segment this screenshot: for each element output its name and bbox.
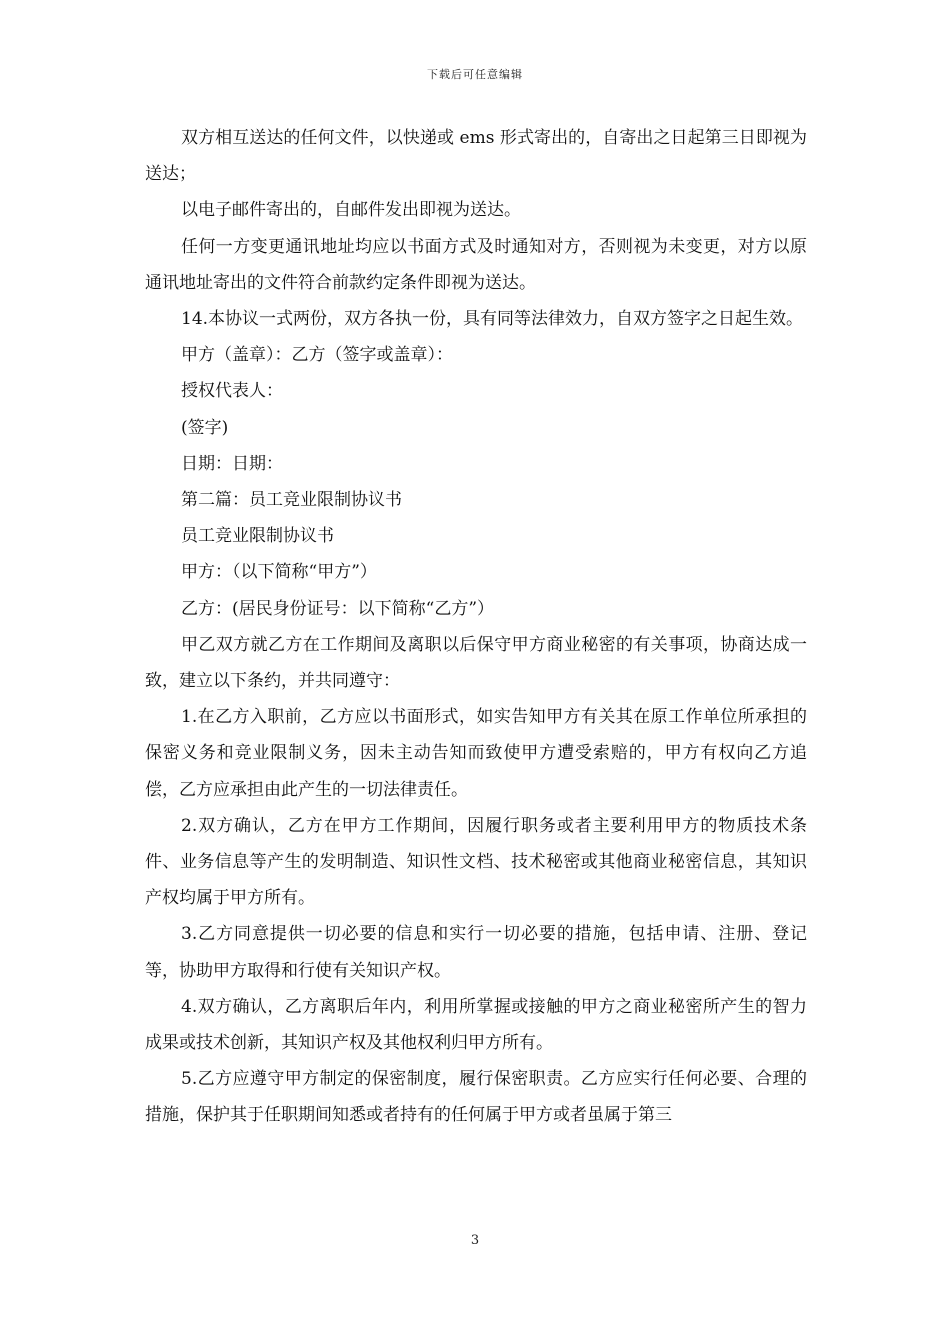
date-line: 日期：日期： [181, 453, 283, 474]
authorized-representative-line: 授权代表人： [181, 381, 283, 402]
signature-parties-line: 甲方（盖章）：乙方（签字或盖章）： [181, 345, 453, 366]
paragraph-clause-3: 3.乙方同意提供一切必要的信息和实行一切必要的措施，包括申请、注册、登记等，协助甲方取得和行使有关知识产权。 [145, 924, 807, 981]
paragraph-delivery-email: 以电子邮件寄出的，自邮件发出即视为送达。 [181, 200, 521, 221]
page-number: 3 [470, 1233, 480, 1248]
document-body [145, 120, 807, 1134]
paragraph-delivery-express: 双方相互送达的任何文件，以快递或 ems 形式寄出的，自寄出之日起第三日即视为送达； [145, 128, 807, 185]
paragraph-preamble: 甲乙双方就乙方在工作期间及离职以后保守甲方商业秘密的有关事项，协商达成一致，建立以下条约，并共同遵守： [145, 634, 807, 692]
party-a-line: 甲方：（以下简称“甲方”） [181, 562, 377, 583]
signature-note: (签字) [181, 417, 229, 438]
agreement-title: 员工竞业限制协议书 [181, 526, 334, 547]
section-title: 第二篇：员工竞业限制协议书 [181, 490, 402, 511]
page-header: 下载后可任意编辑 [427, 68, 523, 81]
paragraph-clause-4: 4.双方确认，乙方离职后年内，利用所掌握或接触的甲方之商业秘密所产生的智力成果或技术创新，其知识产权及其他权利归甲方所有。 [145, 996, 807, 1054]
paragraph-clause-2: 2.双方确认，乙方在甲方工作期间，因履行职务或者主要利用甲方的物质技术条件、业务信息等产生的发明制造、知识性文档、技术秘密或其他商业秘密信息，其知识产权均属于甲方所有。 [145, 815, 807, 909]
party-b-line: 乙方：(居民身份证号：以下简称“乙方”） [181, 598, 495, 619]
paragraph-clause-14: 14.本协议一式两份，双方各执一份，具有同等法律效力，自双方签字之日起生效。 [181, 309, 804, 330]
paragraph-clause-5: 5.乙方应遵守甲方制定的保密制度，履行保密职责。乙方应实行任何必要、合理的措施，保护其于任职期间知悉或者持有的任何属于甲方或者虽属于第三 [145, 1069, 807, 1126]
paragraph-address-change: 任何一方变更通讯地址均应以书面方式及时通知对方，否则视为未变更，对方以原通讯地址寄出的文件符合前款约定条件即视为送达。 [145, 236, 807, 293]
paragraph-clause-1: 1.在乙方入职前，乙方应以书面形式，如实告知甲方有关其在原工作单位所承担的保密义务和竞业限制义务，因未主动告知而致使甲方遭受索赔的，甲方有权向乙方追偿，乙方应承担由此产生的一切法律责任。 [145, 707, 807, 800]
